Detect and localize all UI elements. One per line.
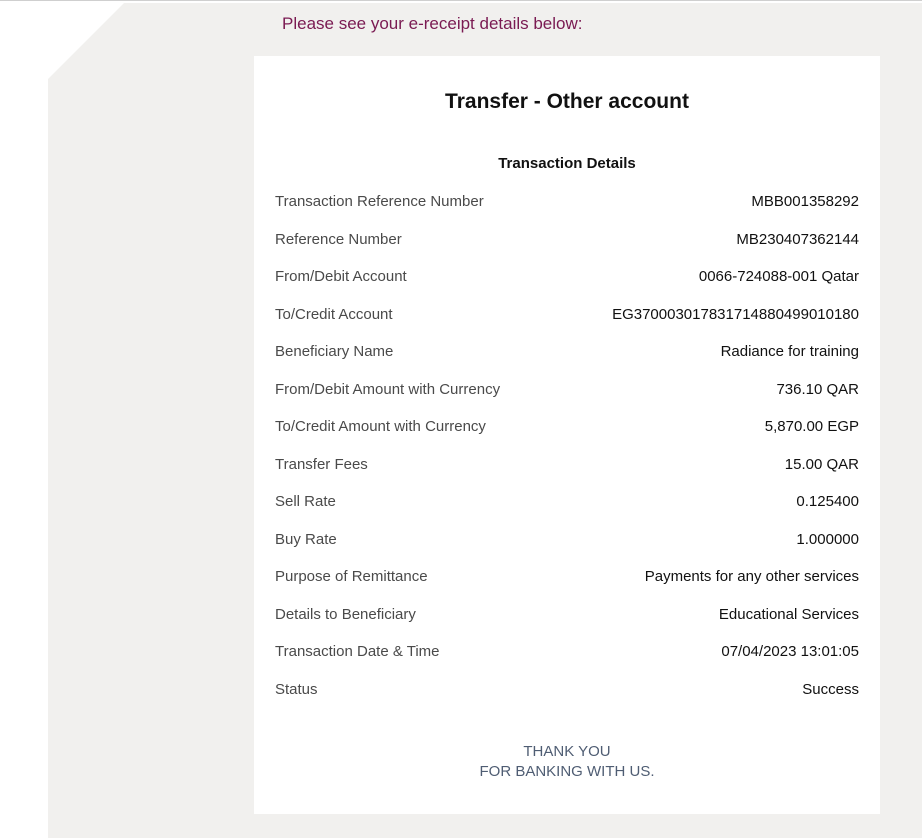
detail-value: 0.125400	[796, 493, 859, 511]
thank-you-line: FOR BANKING WITH US.	[479, 763, 655, 780]
status-value: Success	[802, 680, 859, 698]
detail-label: Details to Beneficiary	[275, 605, 416, 623]
detail-row-details-to-beneficiary	[275, 596, 859, 634]
detail-label: Reference Number	[275, 230, 402, 248]
detail-row-status	[275, 671, 859, 709]
thank-you-line: THANK YOU	[523, 743, 611, 760]
detail-row-to-credit-account	[275, 296, 859, 334]
detail-label: Purpose of Remittance	[275, 568, 428, 586]
detail-label: Status	[275, 680, 318, 698]
section-title-transaction-details: Transaction Details	[498, 155, 636, 172]
detail-value: Payments for any other services	[644, 568, 859, 586]
detail-label: Beneficiary Name	[275, 343, 394, 361]
receipt-card	[254, 56, 880, 814]
detail-row-beneficiary-name	[275, 333, 859, 371]
detail-value: EG370003017831714880499010180	[612, 305, 859, 323]
detail-label: From/Debit Amount with Currency	[275, 380, 501, 398]
detail-label: Transaction Reference Number	[275, 193, 484, 211]
detail-row-buy-rate	[275, 521, 859, 559]
detail-value: 15.00 QAR	[784, 455, 859, 473]
detail-row-sell-rate	[275, 483, 859, 521]
detail-value: 736.10 QAR	[776, 380, 859, 398]
thank-you-message	[254, 742, 880, 782]
detail-value: MB230407362144	[736, 230, 859, 248]
detail-row-transfer-fees	[275, 446, 859, 484]
transaction-details-table	[275, 183, 859, 708]
detail-value: 07/04/2023 13:01:05	[721, 643, 859, 661]
receipt-title: Transfer - Other account	[445, 90, 689, 113]
detail-label: Buy Rate	[275, 530, 337, 548]
detail-label: Transaction Date & Time	[275, 643, 440, 661]
detail-value: Radiance for training	[720, 343, 859, 361]
detail-value: MBB001358292	[751, 193, 859, 211]
detail-value: 5,870.00 EGP	[764, 418, 859, 436]
corner-decoration	[48, 3, 124, 79]
detail-label: Sell Rate	[275, 493, 336, 511]
detail-row-from-debit-account	[275, 258, 859, 296]
detail-value: 0066-724088-001 Qatar	[698, 268, 859, 286]
intro-text: Please see your e-receipt details below:	[282, 14, 583, 33]
detail-row-debit-amount	[275, 371, 859, 409]
detail-row-transaction-reference-number	[275, 183, 859, 221]
detail-label: From/Debit Account	[275, 268, 407, 286]
detail-value: Educational Services	[718, 605, 859, 623]
detail-label: To/Credit Amount with Currency	[275, 418, 486, 436]
detail-row-purpose-of-remittance	[275, 558, 859, 596]
detail-label: To/Credit Account	[275, 305, 393, 323]
top-border	[0, 0, 922, 1]
detail-row-transaction-date-time	[275, 633, 859, 671]
detail-row-credit-amount	[275, 408, 859, 446]
detail-value: 1.000000	[796, 530, 859, 548]
detail-row-reference-number	[275, 221, 859, 259]
detail-label: Transfer Fees	[275, 455, 368, 473]
